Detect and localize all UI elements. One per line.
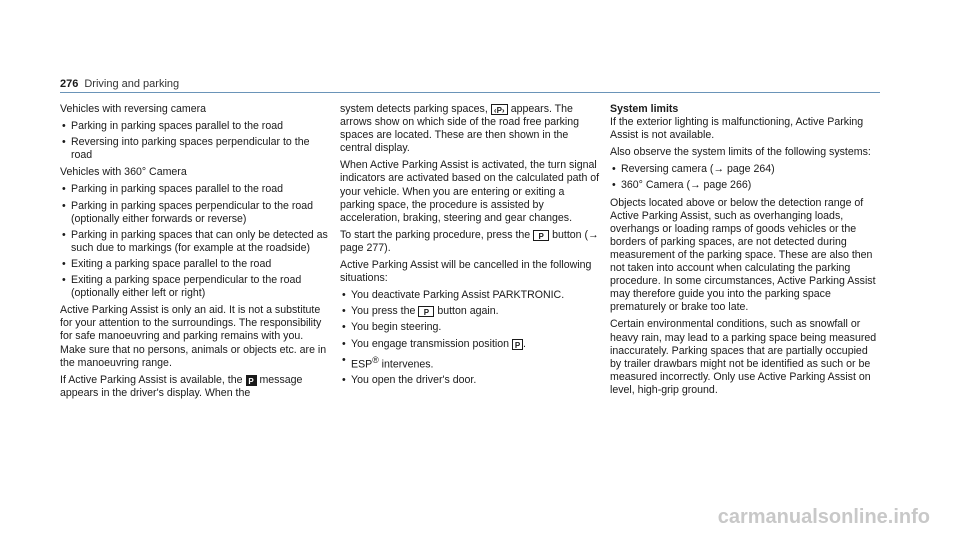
- text-run: button (→ page 277).: [340, 228, 599, 254]
- paragraph: Active Parking Assist will be cancelled in the following situations:: [340, 259, 592, 285]
- text-run: intervenes.: [381, 358, 434, 371]
- text-run: ESP: [351, 358, 373, 371]
- list-item: • Parking in parking spaces that can only be detected as such due to markings (for example at the roadside): [60, 229, 332, 255]
- watermark: carmanualsonline.info: [717, 506, 930, 528]
- bullet-list: [60, 183, 332, 300]
- list-item: • Parking in parking spaces parallel to the road: [60, 120, 332, 133]
- column-1: [60, 103, 332, 404]
- bullet-list: [340, 289, 602, 387]
- text-run: To start the parking procedure, press the: [340, 228, 531, 241]
- list-item: • You begin steering.: [340, 321, 602, 334]
- text-run: .: [523, 337, 526, 350]
- paragraph: If the exterior lighting is malfunctioning, Active Parking Assist is not available.: [610, 116, 864, 142]
- section-title: Driving and parking: [84, 78, 180, 90]
- paragraph: [60, 374, 332, 400]
- list-item: [340, 354, 602, 372]
- paragraph: Also observe the system limits of the following systems:: [610, 146, 871, 159]
- paragraph: Vehicles with 360° Camera: [60, 166, 187, 179]
- parking-symbol-icon: P: [246, 375, 257, 386]
- paragraph: Active Parking Assist is only an aid. It is not a substitute for your attention to the surroundings. The responsibility for safe manoeuvring and parking remains with you. Make sure that no persons, animals or objects etc. are in the manoeuvring range.: [60, 304, 327, 369]
- paragraph: Vehicles with reversing camera: [60, 103, 207, 115]
- park-button-icon: P: [418, 306, 434, 317]
- paragraph: Certain environmental conditions, such as snowfall or heavy rain, may lead to a parking space being measured inaccurately. Parking spaces that are partially occupied by trailer drawbars might not be identified as such or be measured incorrectly. Only use Active Parking Assist on level, high-grip ground.: [610, 318, 877, 396]
- list-item: [340, 305, 602, 318]
- list-item: • Exiting a parking space perpendicular to the road (optionally either left or right): [60, 274, 332, 300]
- registered-mark: ®: [372, 354, 379, 365]
- text-run: appears. The arrows show on which side of the road free parking spaces are located. These are then shown in the central display.: [340, 103, 580, 155]
- header-rule: [60, 92, 880, 93]
- list-item: • 360° Camera (→ page 266): [610, 179, 880, 192]
- park-button-icon: P: [533, 230, 549, 241]
- text-run: message appears in the driver's display. When the: [60, 373, 303, 399]
- text-run: system detects parking spaces,: [340, 103, 488, 115]
- gear-p-icon: P: [512, 339, 523, 350]
- list-item: • Reversing into parking spaces perpendicular to the road: [60, 136, 332, 162]
- text-run: If Active Parking Assist is available, the: [60, 373, 243, 386]
- text-run: You engage transmission position: [351, 337, 510, 350]
- column-3: [610, 103, 880, 401]
- list-item: • Parking in parking spaces perpendicular to the road (optionally either forwards or reverse): [60, 200, 332, 226]
- list-item: • Parking in parking spaces parallel to the road: [60, 183, 332, 196]
- text-run: button again.: [437, 305, 499, 318]
- parking-space-arrows-icon: ‹P›: [491, 104, 508, 115]
- list-item: [340, 338, 602, 351]
- list-item: • Exiting a parking space parallel to the road: [60, 258, 332, 271]
- paragraph: [340, 103, 602, 155]
- paragraph: When Active Parking Assist is activated, the turn signal indicators are activated based on the calculated path of your vehicle. When you are entering or exiting a parking space, the procedure is assisted by acceleration, braking, steering and gear changes.: [340, 159, 600, 224]
- page-header: [60, 78, 179, 91]
- paragraph: [340, 229, 602, 255]
- text-run: You press the: [351, 305, 416, 318]
- bullet-list: [60, 120, 332, 162]
- section-heading: System limits: [610, 103, 679, 115]
- paragraph: Objects located above or below the detection range of Active Parking Assist, such as overhanging loads, overhangs or loading ramps of goods vehicles or the borders of parking spaces, are not detected during measurement of the parking space. These are also then not taken into account when calculating the parking procedure. In some circumstances, Active Parking Assist may therefore guide you into the parking space prematurely or brake too late.: [610, 196, 876, 314]
- list-item: • You open the driver's door.: [340, 374, 602, 387]
- column-2: [340, 103, 602, 391]
- list-item: • You deactivate Parking Assist PARKTRONIC.: [340, 289, 602, 302]
- list-item: • Reversing camera (→ page 264): [610, 163, 880, 176]
- bullet-list: [610, 163, 880, 192]
- page-number: 276: [60, 78, 79, 90]
